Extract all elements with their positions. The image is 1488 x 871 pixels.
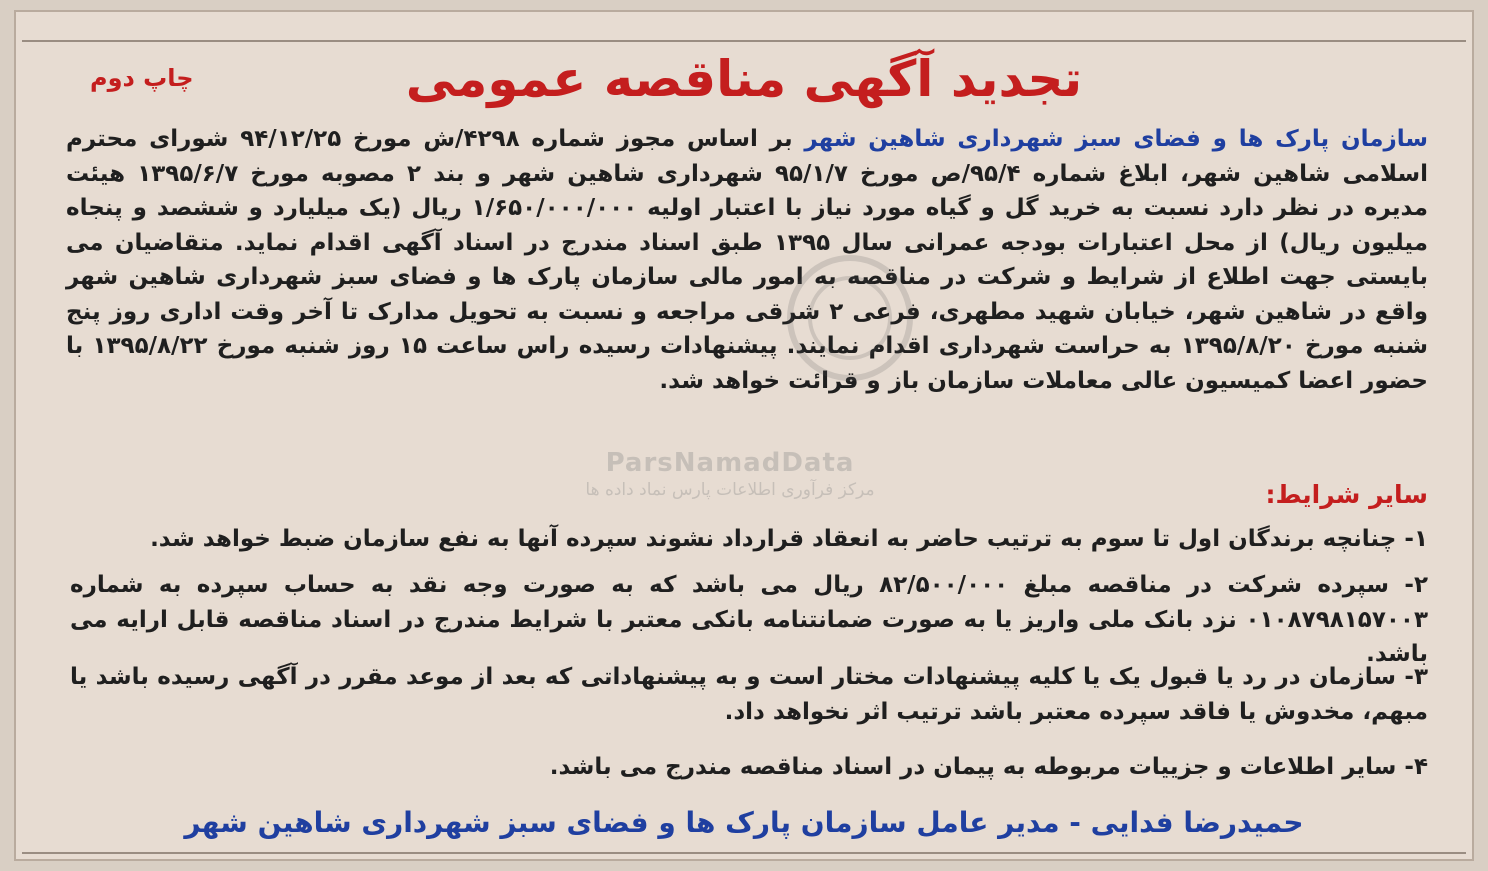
condition-item: ۲- سپرده شرکت در مناقصه مبلغ ۸۲/۵۰۰/۰۰۰ ریال می باشد که به صورت وجه نقد به حساب سپرده به شماره ۰۱۰۸۷۹۸۱۵۷۰۰۳ نزد بانک ملی واریز یا به صورت ضمانتنامه بانکی معتبر با شرایط مندرج در اسناد مناقصه قابل ارایه می باشد. <box>70 572 1428 667</box>
organization-name: سازمان پارک ها و فضای سبز شهرداری شاهین شهر <box>804 126 1428 152</box>
condition-item: ۳- سازمان در رد یا قبول یک یا کلیه پیشنهادات مختار است و به پیشنهاداتی که بعد از موعد مقرر در آگهی رسیده باشد یا مبهم، مخدوش یا فاقد سپرده معتبر باشد ترتیب اثر نخواهد داد. <box>70 664 1428 725</box>
bottom-rule <box>22 852 1466 854</box>
notice-body <box>66 122 1428 398</box>
condition-item: ۱- چنانچه برندگان اول تا سوم به ترتیب حاضر به انعقاد قرارداد نشوند سپرده آنها به نفع سازمان ضبط خواهد شد. <box>150 526 1428 552</box>
top-rule <box>22 40 1466 42</box>
condition-item: ۴- سایر اطلاعات و جزییات مربوطه به پیمان در اسناد مناقصه مندرج می باشد. <box>549 754 1428 780</box>
conditions-heading: سایر شرایط: <box>1265 480 1428 509</box>
watermark-persian: مرکز فرآوری اطلاعات پارس نماد داده ها <box>585 480 875 500</box>
notice-body-text: بر اساس مجوز شماره ۴۲۹۸/ش مورخ ۹۴/۱۲/۲۵ شورای محترم اسلامی شاهین شهر، ابلاغ شماره ۹۵/۴/ص مورخ ۹۵/۱/۷ شهرداری شاهین شهر و بند ۲ مصوبه مورخ ۱۳۹۵/۶/۷ هیئت مدیره در نظر دارد نسبت به خرید گل و گیاه مورد نیاز با اعتبار اولیه ۱/۶۵۰/۰۰۰/۰۰۰ ریال (یک میلیارد و ششصد و پنجاه میلیون ریال) از محل اعتبارات بودجه عمرانی سال ۱۳۹۵ طبق اسناد مندرج در اسناد آگهی اقدام نماید. متقاضیان می بایستی جهت اطلاع از شرایط و شرکت در مناقصه به امور مالی سازمان پارک ها و فضای سبز شهرداری شاهین شهر واقع در شاهین شهر، خیابان شهید مطهری، فرعی ۲ شرقی مراجعه و نسبت به تحویل مدارک تا آخر وقت اداری روز پنج شنبه مورخ ۱۳۹۵/۸/۲۰ به حراست شهرداری اقدام نمایند. پیشنهادات رسیده راس ساعت ۱۵ روز شنبه مورخ ۱۳۹۵/۸/۲۲ با حضور اعضا کمیسیون عالی معاملات سازمان باز و قرائت خواهد شد. <box>66 126 1428 394</box>
signature-line: حمیدرضا فدایی - مدیر عامل سازمان پارک ها و فضای سبز شهرداری شاهین شهر <box>184 806 1304 839</box>
print-edition-label: چاپ دوم <box>90 64 194 92</box>
watermark-seal-icon <box>780 248 920 388</box>
notice-title: تجدید آگهی مناقصه عمومی <box>405 50 1083 108</box>
watermark-latin: ParsNamadData <box>605 448 855 478</box>
